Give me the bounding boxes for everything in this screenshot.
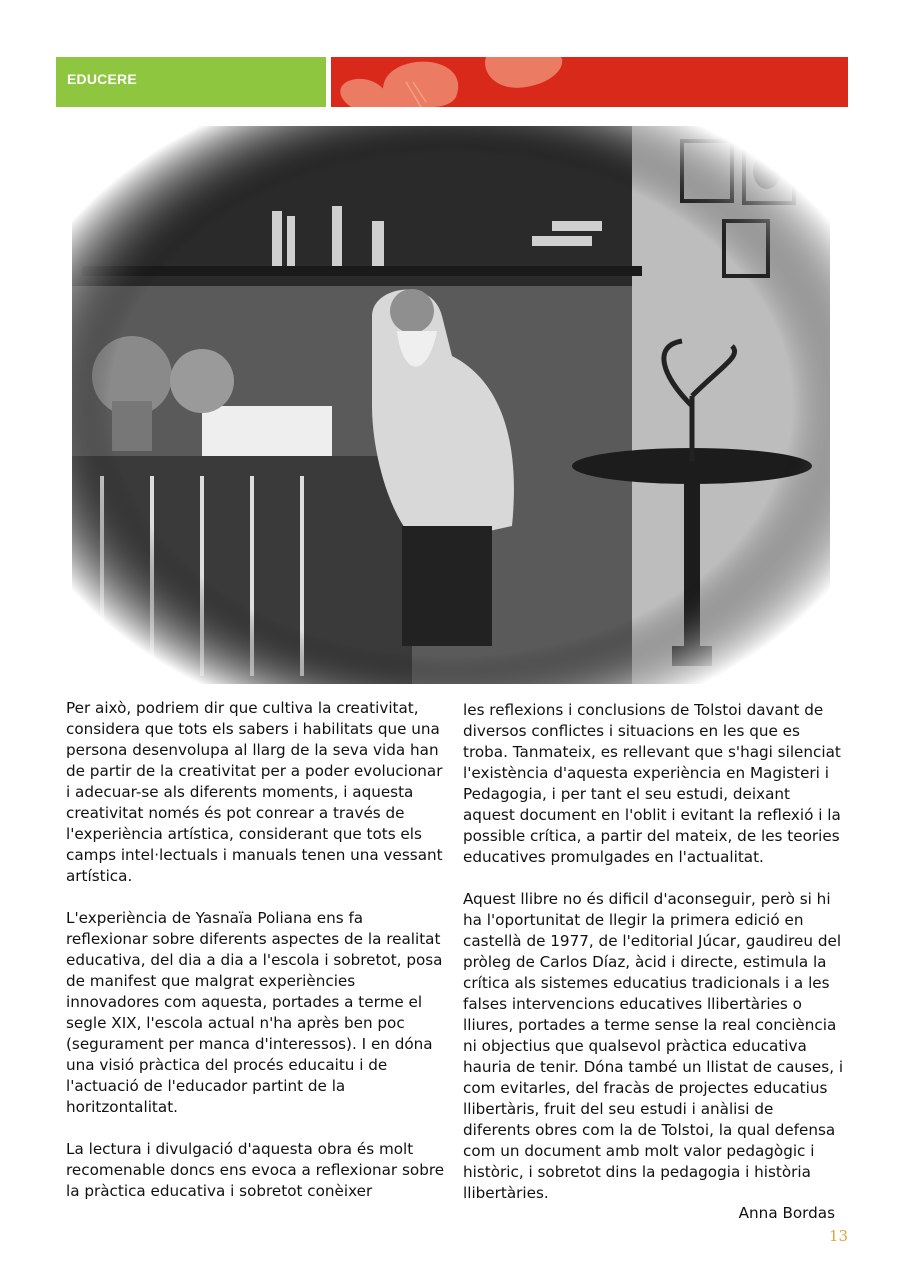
text-column-left <box>66 698 446 1223</box>
tolstoi-photo <box>72 126 830 684</box>
paragraph: les reflexions i conclusions de Tolstoi davant de diversos conflictes i situacions en les que es troba. Tanmateix, es rellevant que s'hagi silenciat l'existència d'aquesta experiència en Magisteri i Pedagogia, i per tant el seu estudi, deixant aquest document en l'oblit i evitant la reflexió i la possible crítica, a partir del mateix, de les teories educatives promulgades en l'actualitat. <box>463 701 841 866</box>
paragraph: La lectura i divulgació d'aquesta obra és molt recomenable doncs ens evoca a reflexionar sobre la pràctica educativa i sobretot conèixer <box>66 1140 445 1200</box>
paragraph: Aquest llibre no és dificil d'aconseguir, però si hi ha l'oportunitat de llegir la primera edició en castellà de 1977, de l'editorial Júcar, gaudireu del pròleg de Carlos Díaz, àcid i directe, estimula la crítica als sistemes educatius tradicionals i a les falses intervencions educatives llibertàries o lliures, portades a terme sense la real conciència ni objectius que qualsevol pràctica educativa hauria de tenir. Dóna també un llistat de causes, i com evitarles, del fracàs de projectes educatius llibertàris, fruit del seu estudi i anàlisi de diferents obres com la de Tolstoi, la qual defensa com un document amb molt valor pedagògic i històric, i sobretot dins la pedagogia i història llibertàries. <box>463 890 844 1202</box>
author-signature: Anna Bordas <box>738 1204 835 1222</box>
page-number: 13 <box>829 1227 849 1245</box>
header-section-bar <box>56 57 326 107</box>
header-decorative-bar <box>331 57 848 107</box>
section-label: EDUCERE <box>67 71 137 87</box>
paragraph: Per això, podriem dir que cultiva la creativitat, considera que tots els sabers i habilitats que una persona desenvolupa al llarg de la seva vida han de partir de la creativitat per a poder evolucionar i adecuar-se als diferents moments, i aquesta creativitat només és pot conrear a través de l'experiència artística, considerant que tots els camps intel·lectuals i manuals tenen una vessant artística. <box>66 699 443 885</box>
butterfly-icon <box>331 57 848 107</box>
text-column-right <box>463 700 845 1225</box>
paragraph: L'experiència de Yasnaïa Poliana ens fa reflexionar sobre diferents aspectes de la realitat educativa, del dia a dia a l'escola i sobretot, posa de manifest que malgrat experiències innovadores com aquesta, portades a terme el segle XIX, l'escola actual n'ha après ben poc (segurament per manca d'interessos). I en dóna una visió pràctica del procés educaitu i de l'actuació de l'educador partint de la horitzontalitat. <box>66 909 443 1116</box>
